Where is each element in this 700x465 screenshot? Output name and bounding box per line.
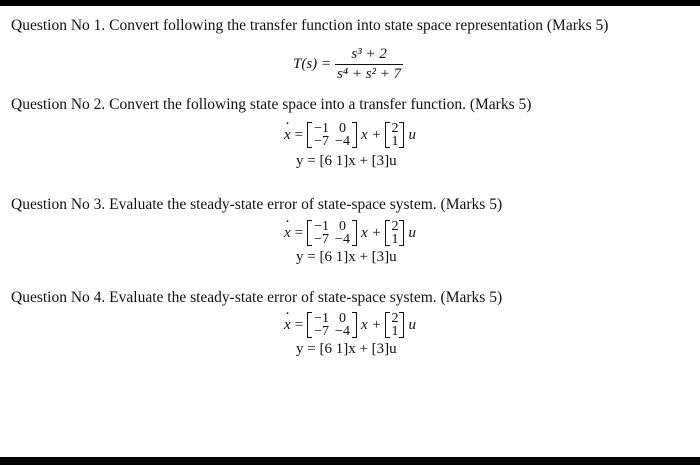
a12: 0 <box>339 219 346 234</box>
a12: 0 <box>339 311 346 326</box>
xdot-symbol: · x <box>284 317 291 334</box>
a21: −7 <box>314 134 330 149</box>
a21: −7 <box>314 324 330 339</box>
state-end: u <box>408 316 416 333</box>
xdot-symbol: · x <box>284 225 291 242</box>
b1: 2 <box>391 311 399 326</box>
matrix-a <box>307 122 357 148</box>
matrix-b <box>385 220 404 246</box>
state-equation-2 <box>284 120 416 150</box>
state-mid: x + <box>360 316 382 333</box>
output-equation-3: y = [6 1]x + [3]u <box>296 249 397 265</box>
tf-numerator: s³ + 2 <box>335 46 403 65</box>
tf-denominator: s⁴ + s² + 7 <box>337 65 402 82</box>
state-mid: x + <box>360 126 382 143</box>
b2: 1 <box>391 134 399 149</box>
matrix-b <box>385 312 404 338</box>
b1: 2 <box>391 219 399 234</box>
question-3-text: Question No 3. Evaluate the steady-state error of state-space system. (Marks 5) <box>11 196 503 213</box>
transfer-function <box>293 42 403 86</box>
question-2-text: Question No 2. Convert the following state space into a transfer function. (Marks 5) <box>11 96 532 113</box>
state-end: u <box>408 224 416 241</box>
output-equation-2: y = [6 1]x + [3]u <box>296 153 397 169</box>
a11: −1 <box>314 311 330 326</box>
a22: −4 <box>335 134 350 149</box>
state-equation-3 <box>284 218 416 248</box>
a21: −7 <box>314 232 330 247</box>
equals-sign: = <box>294 224 304 241</box>
question-4-text: Question No 4. Evaluate the steady-state error of state-space system. (Marks 5) <box>11 289 503 306</box>
state-mid: x + <box>360 224 382 241</box>
top-border <box>0 0 700 6</box>
state-end: u <box>408 126 416 143</box>
bottom-border <box>0 457 700 465</box>
question-1-text: Question No 1. Convert following the transfer function into state space representation (Marks 5) <box>11 17 609 34</box>
a11: −1 <box>314 121 330 136</box>
output-equation-4: y = [6 1]x + [3]u <box>296 341 397 357</box>
a22: −4 <box>335 232 350 247</box>
b1: 2 <box>391 121 399 136</box>
matrix-a <box>307 312 357 338</box>
b2: 1 <box>391 324 399 339</box>
matrix-a <box>307 220 357 246</box>
a22: −4 <box>335 324 350 339</box>
xdot-symbol: · x <box>284 127 291 144</box>
state-equation-4 <box>284 310 416 340</box>
tf-fraction <box>335 46 403 83</box>
a11: −1 <box>314 219 330 234</box>
tf-lhs: T(s) = <box>293 55 332 72</box>
a12: 0 <box>339 121 346 136</box>
b2: 1 <box>391 232 399 247</box>
matrix-b <box>385 122 404 148</box>
equals-sign: = <box>294 316 304 333</box>
equals-sign: = <box>294 126 304 143</box>
